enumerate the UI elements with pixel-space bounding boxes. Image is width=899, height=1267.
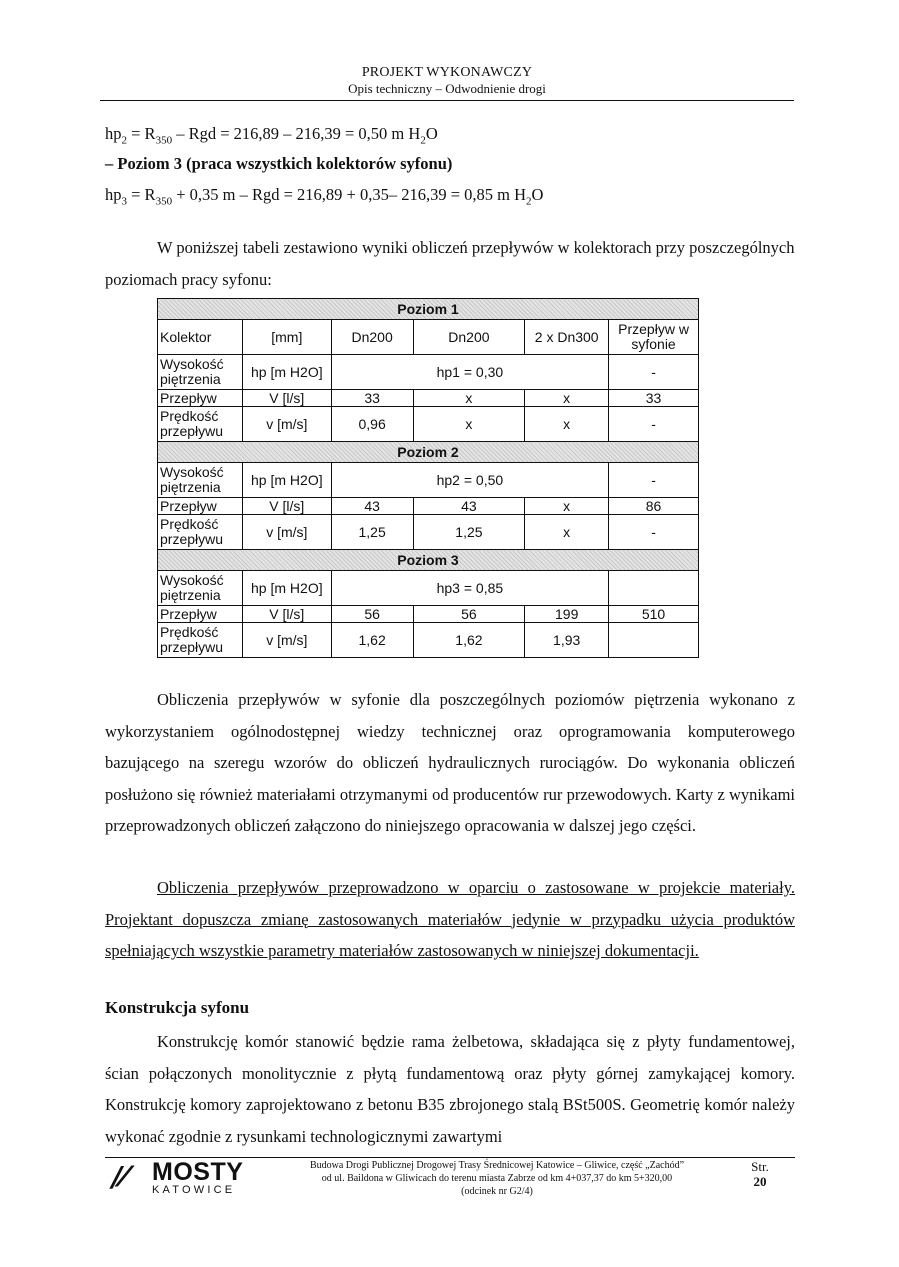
table-row xyxy=(158,515,699,550)
height-total: - xyxy=(609,355,699,390)
row-unit: V [l/s] xyxy=(242,390,331,407)
cell: 510 xyxy=(609,606,699,623)
section-heading: Konstrukcja syfonu xyxy=(105,998,250,1017)
cell: 1,93 xyxy=(525,623,609,658)
cell: x xyxy=(413,390,525,407)
page-number: 20 xyxy=(753,1174,767,1189)
height-value: hp3 = 0,85 xyxy=(331,571,608,606)
table-row xyxy=(158,355,699,390)
height-value: hp2 = 0,50 xyxy=(331,463,608,498)
row-label: Wysokość piętrzenia xyxy=(158,355,243,390)
header-cell: [mm] xyxy=(242,320,331,355)
height-total xyxy=(609,571,699,606)
materials-paragraph xyxy=(105,872,795,967)
row-unit: v [m/s] xyxy=(242,623,331,658)
page-label: Str. xyxy=(751,1159,769,1174)
header-cell: Przepływ w syfonie xyxy=(609,320,699,355)
logo-name: MOSTY xyxy=(152,1158,244,1186)
intro-paragraph: W poniższej tabeli zestawiono wyniki obliczeń przepływów w kolektorach przy poszczególnych poziomach pracy syfonu: xyxy=(105,238,795,289)
cell: 43 xyxy=(331,498,413,515)
cell: 43 xyxy=(413,498,525,515)
equation-hp2: $hp_2 = R_{350}$ – Rgd = 216,89 – 216,39 = 0,50 m $H_2O$ xyxy=(105,124,438,147)
cell: - xyxy=(609,407,699,442)
logo-mark-icon: /⁄ xyxy=(112,1160,127,1193)
footer-line: (odcinek nr G2/4) xyxy=(461,1186,533,1197)
row-label: Przepływ xyxy=(158,606,243,623)
cell: - xyxy=(609,515,699,550)
logo-city: KATOWICE xyxy=(152,1184,236,1196)
cell: 56 xyxy=(331,606,413,623)
row-unit: v [m/s] xyxy=(242,407,331,442)
header-cell: Dn200 xyxy=(331,320,413,355)
row-unit: V [l/s] xyxy=(242,606,331,623)
level-title: Poziom 1 xyxy=(158,299,699,320)
header-divider xyxy=(100,100,794,101)
cell: x xyxy=(525,498,609,515)
materials-text: Obliczenia przepływów przeprowadzono w oparciu o zastosowane w projekcie materiały. Projektant dopuszcza zmianę zastosowanych materiałów jedynie w przypadku użycia produktów spełniających wszystkie parametry materiałów zastosowanych w niniejszej dokumentacji. xyxy=(105,878,795,960)
row-label: Przepływ xyxy=(158,390,243,407)
cell xyxy=(609,623,699,658)
footer-line: Budowa Drogi Publicznej Drogowej Trasy Średnicowej Katowice – Gliwice, część „Zachód” xyxy=(309,1160,685,1171)
row-unit: hp [m H2O] xyxy=(242,355,331,390)
cell: x xyxy=(525,515,609,550)
header-cell: Dn200 xyxy=(413,320,525,355)
header-subtitle: Opis techniczny – Odwodnienie drogi xyxy=(348,81,546,96)
level-title: Poziom 2 xyxy=(158,442,699,463)
cell: 1,62 xyxy=(331,623,413,658)
row-unit: hp [m H2O] xyxy=(242,463,331,498)
table-header-row xyxy=(158,320,699,355)
header-cell: Kolektor xyxy=(158,320,243,355)
cell: 86 xyxy=(609,498,699,515)
cell: 33 xyxy=(331,390,413,407)
footer-line: od ul. Baildona w Gliwicach do terenu miasta Zabrze od km 4+037,37 do km 5+320,00 xyxy=(321,1173,673,1184)
page-header xyxy=(100,64,794,97)
table-row xyxy=(158,407,699,442)
row-label: Przepływ xyxy=(158,498,243,515)
table-row xyxy=(158,606,699,623)
page-number-box xyxy=(745,1159,775,1189)
cell: 0,96 xyxy=(331,407,413,442)
cell: 56 xyxy=(413,606,525,623)
construction-paragraph: Konstrukcję komór stanowić będzie rama żelbetowa, składająca się z płyty fundamentowej, ścian połączonych monolitycznie z płytą fundamentową oraz płyty górnej zamykającej komory. Konstrukcję komory zaprojektowano z betonu B35 zbrojonego stalą BSt500S. Geometrię komór należy wykonać zgodnie z rysunkami technologicznymi zawartymi xyxy=(105,1032,795,1146)
level-title: Poziom 3 xyxy=(158,550,699,571)
table-row xyxy=(158,623,699,658)
cell: 1,25 xyxy=(331,515,413,550)
cell: x xyxy=(413,407,525,442)
cell: 1,25 xyxy=(413,515,525,550)
row-label: Wysokość piętrzenia xyxy=(158,463,243,498)
header-cell: 2 x Dn300 xyxy=(525,320,609,355)
cell: x xyxy=(525,390,609,407)
row-label: Prędkość przepływu xyxy=(158,515,243,550)
cell: 199 xyxy=(525,606,609,623)
company-logo xyxy=(112,1158,247,1198)
calc-paragraph: Obliczenia przepływów w syfonie dla poszczególnych poziomów piętrzenia wykonano z wykorzystaniem ogólnodostępnej wiedzy technicznej oraz oprogramowania komputerowego bazującego na szeregu wzorów do obliczeń hydraulicznych rurociągów. Do wykonania obliczeń posłużono się również materiałami otrzymanymi od producentów rur przewodowych. Karty z wynikami przeprowadzonych obliczeń załączono do niniejszego opracowania w dalszej jego części. xyxy=(105,690,795,835)
row-label: Prędkość przepływu xyxy=(158,407,243,442)
flow-table xyxy=(157,298,699,658)
row-unit: V [l/s] xyxy=(242,498,331,515)
row-label: Wysokość piętrzenia xyxy=(158,571,243,606)
table-row xyxy=(158,498,699,515)
row-label: Prędkość przepływu xyxy=(158,623,243,658)
footer-project-info xyxy=(262,1159,732,1198)
cell: 1,62 xyxy=(413,623,525,658)
table-row xyxy=(158,463,699,498)
row-unit: hp [m H2O] xyxy=(242,571,331,606)
header-title: PROJEKT WYKONAWCZY xyxy=(361,65,533,80)
table-row xyxy=(158,571,699,606)
height-total: - xyxy=(609,463,699,498)
row-unit: v [m/s] xyxy=(242,515,331,550)
cell: x xyxy=(525,407,609,442)
height-value: hp1 = 0,30 xyxy=(331,355,608,390)
level3-heading: – Poziom 3 (praca wszystkich kolektorów syfonu) xyxy=(105,154,453,173)
equation-hp3: $hp_3 = R_{350} + 0,35$ m – Rgd = 216,89 + 0,35– 216,39 = 0,85 m $H_2O$ xyxy=(105,185,544,208)
cell: 33 xyxy=(609,390,699,407)
table-row xyxy=(158,390,699,407)
